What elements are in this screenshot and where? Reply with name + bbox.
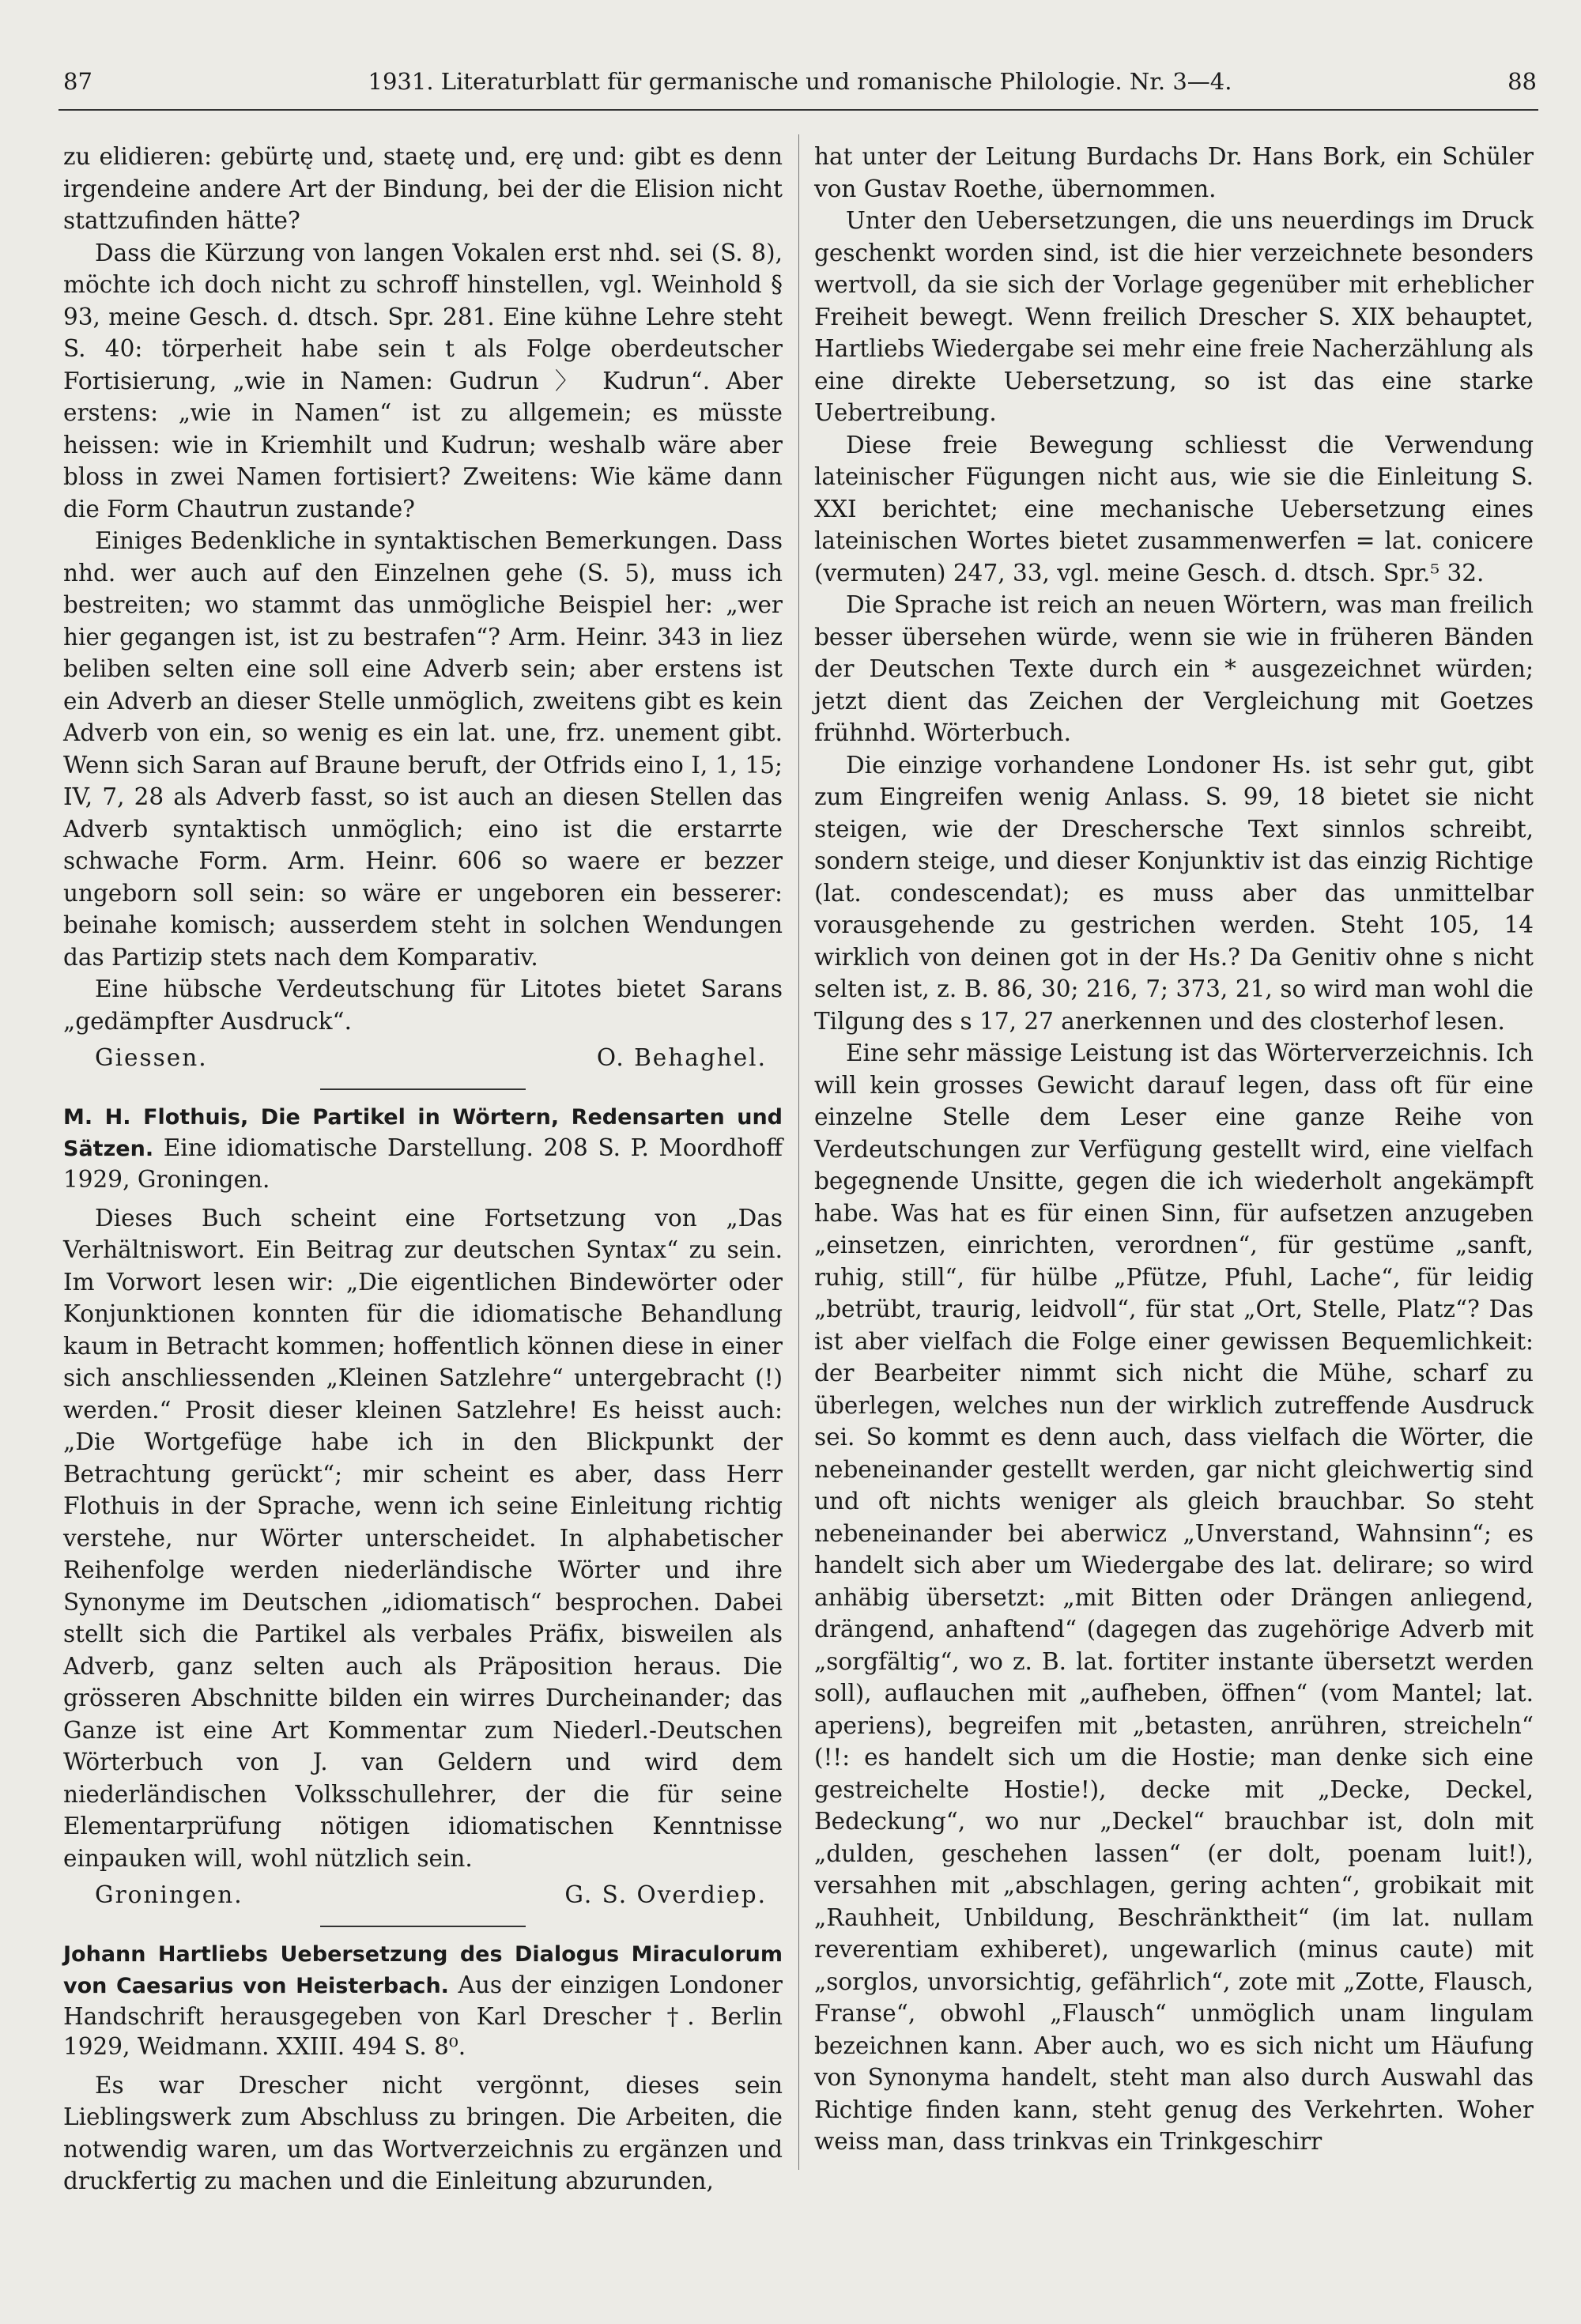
- review-signature: [63, 1874, 783, 1919]
- paragraph: Unter den Uebersetzungen, die uns neuerdings im Druck geschenkt worden sind, ist die hier verzeichnete besonders wertvoll, da sie sich der Vorlage gegenüber mit erheblicher Freiheit bewegt. Wenn freilich Drescher S. XIX behauptet, Hartliebs Wiedergabe sei mehr eine freie Nacherzählung als eine direkte Uebersetzung, so ist das eine starke Uebertreibung.: [814, 207, 1534, 426]
- section-separator: [320, 1088, 526, 1090]
- paragraph: Dieses Buch scheint eine Fortsetzung von „Das Verhältniswort. Ein Beitrag zur deutschen Syntax“ zu sein. Im Vorwort lesen wir: „Die eigentlichen Bindewörter oder Konjunktionen konnten für die idiomatische Behandlung kaum in Betracht kommen; hoffentlich können diese in einer sich anschliessenden „Kleinen Satzlehre“ untergebracht (!) werden.“ Prosit dieser kleinen Satzlehre! Es heisst auch: „Die Wortgefüge habe ich in den Blickpunkt der Betrachtung gerückt“; mir scheint es aber, dass Herr Flothuis in der Sprache, wenn ich seine Einleitung richtig verstehe, nur Wörter unterscheidet. In alphabetischer Reihenfolge werden niederländische Wörter und ihre Synonyme im Deutschen „idiomatisch“ besprochen. Dabei stellt sich die Partikel als verbales Präfix, bisweilen als Adverb, ganz selten auch als Präposition heraus. Die grösseren Abschnitte bilden ein wirres Durcheinander; das Ganze ist eine Art Kommentar zum Niederl.-Deutschen Wörterbuch von J. van Geldern und wird dem niederländischen Volksschullehrer, der die für seine Elementarprüfung nötigen idiomatischen Kenntnisse einpauken will, wohl nützlich sein.: [63, 1204, 783, 1872]
- right-column: [814, 141, 1534, 2158]
- paragraph: Dass die Kürzung von langen Vokalen erst nhd. sei (S. 8), möchte ich doch nicht zu schroff hinstellen, vgl. Weinhold § 93, meine Gesch. d. dtsch. Spr. 281. Eine kühne Lehre steht S. 40: törperheit habe sein t als Folge oberdeutscher Fortisierung, „wie in Namen: Gudrun 〉 Kudrun“. Aber erstens: „wie in Namen“ ist zu allgemein; es müsste heissen: wie in Kriemhilt und Kudrun; weshalb wäre aber bloss in zwei Namen fortisiert? Zweitens: Wie käme dann die Form Chautrun zustande?: [63, 239, 783, 523]
- review-bibliography: Aus der einzigen Londoner Handschrift herausgegeben von Karl Drescher †. Berlin 1929, Weidmann. XXIII. 494 S. 8⁰.: [63, 1971, 783, 2060]
- signature-author: O. Behaghel.: [596, 1044, 767, 1071]
- journal-title: 1931. Literaturblatt für germanische und romanische Philologie. Nr. 3—4.: [368, 68, 1232, 95]
- page-number-right: 88: [1507, 68, 1537, 95]
- review-bibliography: Eine idiomatische Darstellung. 208 S. P. Moordhoff 1929, Groningen.: [63, 1134, 783, 1193]
- paragraph: Eine sehr mässige Leistung ist das Wörterverzeichnis. Ich will kein grosses Gewicht darauf legen, dass oft für eine einzelne Stelle dem Leser eine ganze Reihe von Verdeutschungen zur Verfügung gestellt wird, eine vielfach begegnende Unsitte, gegen die ich wiederholt angekämpft habe. Was hat es für einen Sinn, für aufsetzen anzugeben „einsetzen, einrichten, verordnen“, für gestüme „sanft, ruhig, still“, für hülbe „Pfütze, Pfuhl, Lache“, für leidig „betrübt, traurig, leidvoll“, für stat „Ort, Stelle, Platz“? Das ist aber vielfach die Folge einer gewissen Bequemlichkeit: der Bearbeiter nimmt sich nicht die Mühe, scharf zu überlegen, welches nun der wirklich zutreffende Ausdruck sei. So kommt es denn auch, dass vielfach die Wörter, die nebeneinander gestellt werden, gar nicht gleichwertig sind und oft nichts weniger als gleich brauchbar. So steht nebeneinander bei aberwicz „Unverstand, Wahnsinn“; es handelt sich aber um Wiedergabe des lat. delirare; so wird anhäbig übersetzt: „mit Bitten oder Drängen anliegend, drängend, anhaftend“ (dagegen das zugehörige Adverb mit „sorgfältig“, wo z. B. lat. fortiter instante übersetzt werden soll), auflauchen mit „aufheben, öffnen“ (vom Mantel; lat. aperiens), begreifen mit „betasten, anrühren, streicheln“ (!!: es handelt sich um die Hostie; man denke sich eine gestreichelte Hostie!), decke mit „Decke, Deckel, Bedeckung“, wo nur „Deckel“ brauchbar ist, doln mit „dulden, geschehen lassen“ (er dolt, poenam luit!), versahhen mit „abschlagen, gering achten“, grobikait mit „Rauhheit, Unbildung, Beschränktheit“ (im lat. nullam reverentiam exhiberet), ungewarlich (minus caute) mit „sorglos, unvorsichtig, gefährlich“, zote mit „Zotte, Flausch, Franse“, obwohl „Flausch“ unmöglich unam lingulam bezeichnen kann. Aber auch, wo es sich nicht um Häufung von Synonyma handelt, steht man also durch Auswahl das Richtige finden kann, steht genug des Verkehrten. Woher weiss man, dass trinkvas ein Trinkgeschirr: [814, 1039, 1534, 2155]
- review-title: Johann Hartliebs Uebersetzung des Dialogus Miraculorum von Caesarius von Heisterbach.: [63, 1941, 783, 1998]
- review-signature: [63, 1037, 783, 1082]
- paragraph: hat unter der Leitung Burdachs Dr. Hans Bork, ein Schüler von Gustav Roethe, übernommen.: [814, 143, 1534, 202]
- paragraph: Die Sprache ist reich an neuen Wörtern, was man freilich besser übersehen würde, wenn sie wie in früheren Bänden der Deutschen Texte durch ein * ausgezeichnet würden; jetzt dient das Zeichen der Vergleichung mit Goetzes frühnhd. Wörterbuch.: [814, 591, 1534, 746]
- running-header: [63, 68, 1537, 108]
- left-column: [63, 141, 783, 2198]
- review-heading: [63, 1938, 783, 2062]
- paragraph: Die einzige vorhandene Londoner Hs. ist sehr gut, gibt zum Eingreifen wenig Anlass. S. 99, 18 bietet sie nicht steigen, wie der Dreschersche Text sinnlos schreibt, sondern steige, und dieser Konjunktiv ist das einzig Richtige (lat. condescendat); es muss aber das unmittelbar vorausgehende zu gestrichen werden. Steht 105, 14 wirklich von deinen got in der Hs.? Da Genitiv ohne s nicht selten ist, z. B. 86, 30; 216, 7; 373, 21, so wird man wohl die Tilgung des s 17, 27 anerkennen und des closterhof lesen.: [814, 751, 1534, 1035]
- signature-place: Giessen.: [95, 1044, 208, 1071]
- review-heading: [63, 1101, 783, 1194]
- paragraph: Es war Drescher nicht vergönnt, dieses sein Lieblingswerk zum Abschluss zu bringen. Die Arbeiten, die notwendig waren, um das Wortverzeichnis zu ergänzen und druckfertig zu machen und die Einleitung abzurunden,: [63, 2071, 783, 2194]
- paragraph: zu elidieren: gebürtę und, staetę und, erę und: gibt es denn irgendeine andere Art der Bindung, bei der die Elision nicht stattzufinden hätte?: [63, 143, 783, 234]
- paragraph: Einiges Bedenkliche in syntaktischen Bemerkungen. Dass nhd. wer auch auf den Einzelnen gehe (S. 5), muss ich bestreiten; wo stammt das unmögliche Beispiel her: „wer hier gegangen ist, ist zu bestrafen“? Arm. Heinr. 343 in liez beliben selten eine soll eine Adverb sein; aber erstens ist ein Adverb an dieser Stelle unmöglich, zweitens gibt es kein Adverb von ein, so wenig es ein lat. une, frz. unement gibt. Wenn sich Saran auf Braune beruft, der Otfrids eino I, 1, 15; IV, 7, 28 als Adverb fasst, so ist auch an diesen Stellen das Adverb syntaktisch unmöglich; eino ist die erstarrte schwache Form. Arm. Heinr. 606 so waere er bezzer ungeborn soll sein: so wäre er ungeboren ein besserer: beinahe komisch; ausserdem steht in solchen Wendungen das Partizip stets nach dem Komparativ.: [63, 527, 783, 971]
- paragraph: Diese freie Bewegung schliesst die Verwendung lateinischer Fügungen nicht aus, wie sie die Einleitung S. XXI berichtet; eine mechanische Uebersetzung eines lateinischen Wortes bietet zusammenwerfen = lat. conicere (vermuten) 247, 33, vgl. meine Gesch. d. dtsch. Spr.⁵ 32.: [814, 431, 1534, 587]
- signature-author: G. S. Overdiep.: [564, 1881, 767, 1908]
- paragraph: Eine hübsche Verdeutschung für Litotes bietet Sarans „gedämpfter Ausdruck“.: [63, 975, 783, 1035]
- review-title: M. H. Flothuis, Die Partikel in Wörtern, Redensarten und Sätzen.: [63, 1104, 783, 1161]
- page-number-left: 87: [63, 68, 92, 95]
- section-separator: [320, 1926, 526, 1927]
- header-rule: [58, 109, 1538, 111]
- signature-place: Groningen.: [95, 1881, 243, 1908]
- column-divider: [798, 134, 799, 2170]
